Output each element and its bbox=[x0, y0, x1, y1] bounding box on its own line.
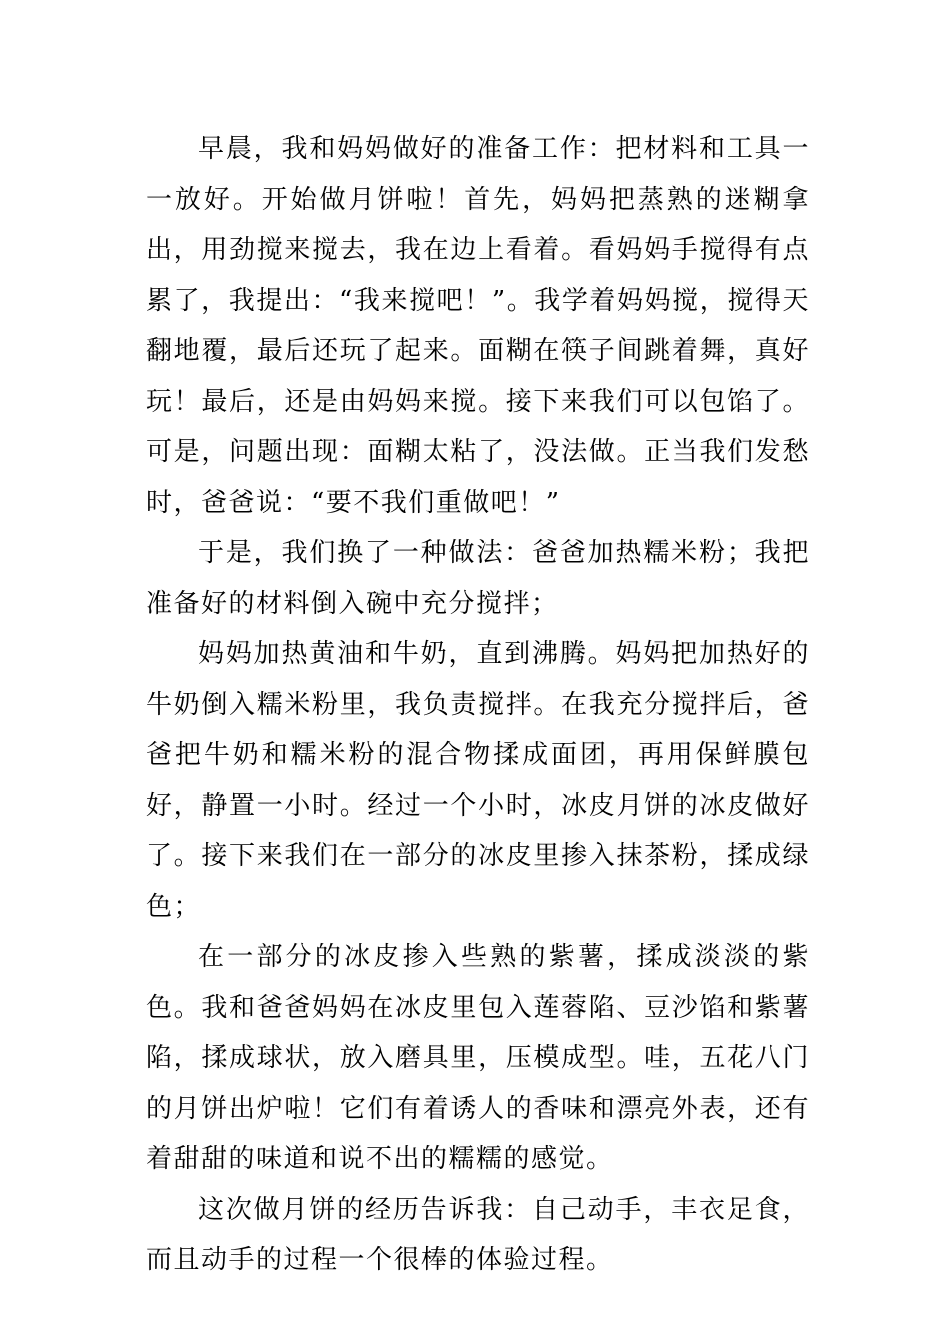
paragraph-1: 早晨，我和妈妈做好的准备工作：把材料和工具一一放好。开始做月饼啦！首先，妈妈把蒸熟的迷糊拿出，用劲搅来搅去，我在边上看着。看妈妈手搅得有点累了，我提出：“我来搅吧！”。我学着妈妈搅，搅得天翻地覆，最后还玩了起来。面糊在筷子间跳着舞，真好玩！最后，还是由妈妈来搅。接下来我们可以包馅了。可是，问题出现：面糊太粘了，没法做。正当我们发愁时，爸爸说：“要不我们重做吧！” bbox=[146, 134, 810, 518]
document-body bbox=[146, 124, 810, 1286]
paragraph-4: 在一部分的冰皮掺入些熟的紫薯，揉成淡淡的紫色。我和爸爸妈妈在冰皮里包入莲蓉陷、豆沙馅和紫薯陷，揉成球状，放入磨具里，压模成型。哇，五花八门的月饼出炉啦！它们有着诱人的香味和漂亮外表，还有着甜甜的味道和说不出的糯糯的感觉。 bbox=[146, 942, 810, 1174]
paragraph-5: 这次做月饼的经历告诉我：自己动手，丰衣足食，而且动手的过程一个很棒的体验过程。 bbox=[146, 1194, 810, 1275]
paragraph-3: 妈妈加热黄油和牛奶，直到沸腾。妈妈把加热好的牛奶倒入糯米粉里，我负责搅拌。在我充分搅拌后，爸爸把牛奶和糯米粉的混合物揉成面团，再用保鲜膜包好，静置一小时。经过一个小时，冰皮月饼的冰皮做好了。接下来我们在一部分的冰皮里掺入抹茶粉，揉成绿色； bbox=[146, 639, 810, 922]
paragraph-2: 于是，我们换了一种做法：爸爸加热糯米粉；我把准备好的材料倒入碗中充分搅拌； bbox=[146, 538, 810, 619]
